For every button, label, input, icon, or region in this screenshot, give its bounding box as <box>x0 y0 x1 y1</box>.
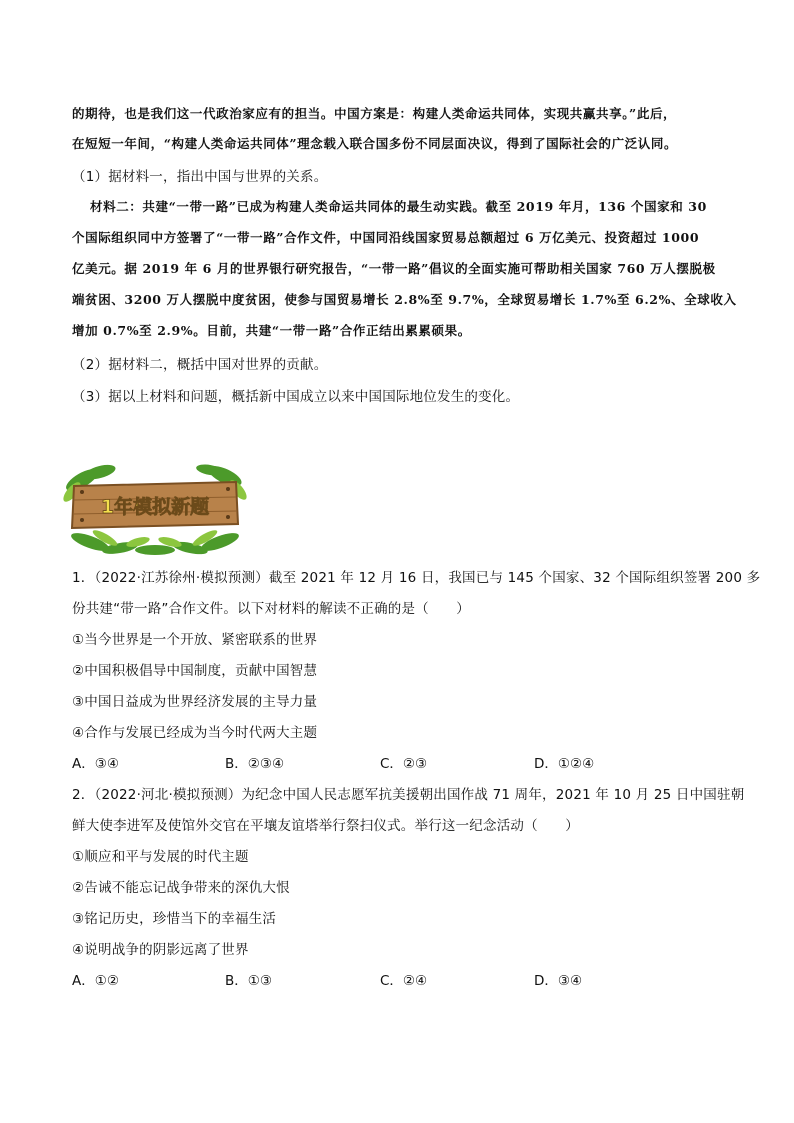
q2-option-c[interactable]: C．②④ <box>380 973 428 989</box>
material1-line-1: 的期待，也是我们这一代政治家应有的担当。中国方案是：构建人类命运共同体，实现共赢共享。”此后， <box>72 106 677 121</box>
q1-option-c[interactable]: C．②③ <box>380 756 428 772</box>
q2-item-1: ①顺应和平与发展的时代主题 <box>72 849 249 865</box>
q1-option-d[interactable]: D．①②④ <box>534 756 595 772</box>
q1-stem-line-2: 份共建“带一路”合作文件。以下对材料的解读不正确的是（ ） <box>72 601 470 617</box>
q2-option-d[interactable]: D．③④ <box>534 973 583 989</box>
q2-stem-line-2: 鲜大使李进军及使馆外交官在平壤友谊塔举行祭扫仪式。举行这一纪念活动（ ） <box>72 818 579 834</box>
q2-option-a[interactable]: A．①② <box>72 973 119 989</box>
material1-line-2: 在短短一年间，“构建人类命运共同体”理念载入联合国多份不同层面决议，得到了国际社会的广泛认同。 <box>72 136 678 151</box>
material2-line-5: 增加 0.7%至 2.9%。目前，共建“一带一路”合作正结出累累硕果。 <box>72 323 471 338</box>
q1-item-3: ③中国日益成为世界经济发展的主导力量 <box>72 694 318 710</box>
question-3-prompt: （3）据以上材料和问题，概括新中国成立以来中国国际地位发生的变化。 <box>72 389 520 405</box>
q1-item-4: ④合作与发展已经成为当今时代两大主题 <box>72 725 318 741</box>
q1-item-2: ②中国积极倡导中国制度，贡献中国智慧 <box>72 663 318 679</box>
q2-item-2: ②告诫不能忘记战争带来的深仇大恨 <box>72 880 290 896</box>
banner-title: 1年模拟新题 <box>100 496 210 518</box>
q2-item-3: ③铭记历史，珍惜当下的幸福生活 <box>72 911 277 927</box>
material2-line-1: 材料二：共建“一带一路”已成为构建人类命运共同体的最生动实践。截至 2019 年月，136 个国家和 30 <box>90 199 707 214</box>
q1-item-1: ①当今世界是一个开放、紧密联系的世界 <box>72 632 318 648</box>
q1-option-b[interactable]: B．②③④ <box>225 756 285 772</box>
q2-option-b[interactable]: B．①③ <box>225 973 272 989</box>
question-1-prompt: （1）据材料一，指出中国与世界的关系。 <box>72 169 328 185</box>
material2-line-3: 亿美元。据 2019 年 6 月的世界银行研究报告，“一带一路”倡议的全面实施可帮助相关国家 760 万人摆脱极 <box>72 261 716 276</box>
material2-line-4: 端贫困、3200 万人摆脱中度贫困，使参与国贸易增长 2.8%至 9.7%，全球贸易增长 1.7%至 6.2%、全球收入 <box>72 292 737 307</box>
q2-item-4: ④说明战争的阴影远离了世界 <box>72 942 249 958</box>
q1-option-a[interactable]: A．③④ <box>72 756 119 772</box>
question-2-prompt: （2）据材料二，概括中国对世界的贡献。 <box>72 357 328 373</box>
material2-line-2: 个国际组织同中方签署了“一带一路”合作文件，中国同沿线国家贸易总额超过 6 万亿美元、投资超过 1000 <box>72 230 700 245</box>
section-banner <box>60 462 250 557</box>
q2-stem-line-1: 2．（2022·河北·模拟预测）为纪念中国人民志愿军抗美援朝出国作战 71 周年，2021 年 10 月 25 日中国驻朝 <box>72 787 745 803</box>
jungle-board-icon <box>60 462 250 557</box>
q1-stem-line-1: 1．（2022·江苏徐州·模拟预测）截至 2021 年 12 月 16 日，我国已与 145 个国家、32 个国际组织签署 200 多 <box>72 570 761 586</box>
